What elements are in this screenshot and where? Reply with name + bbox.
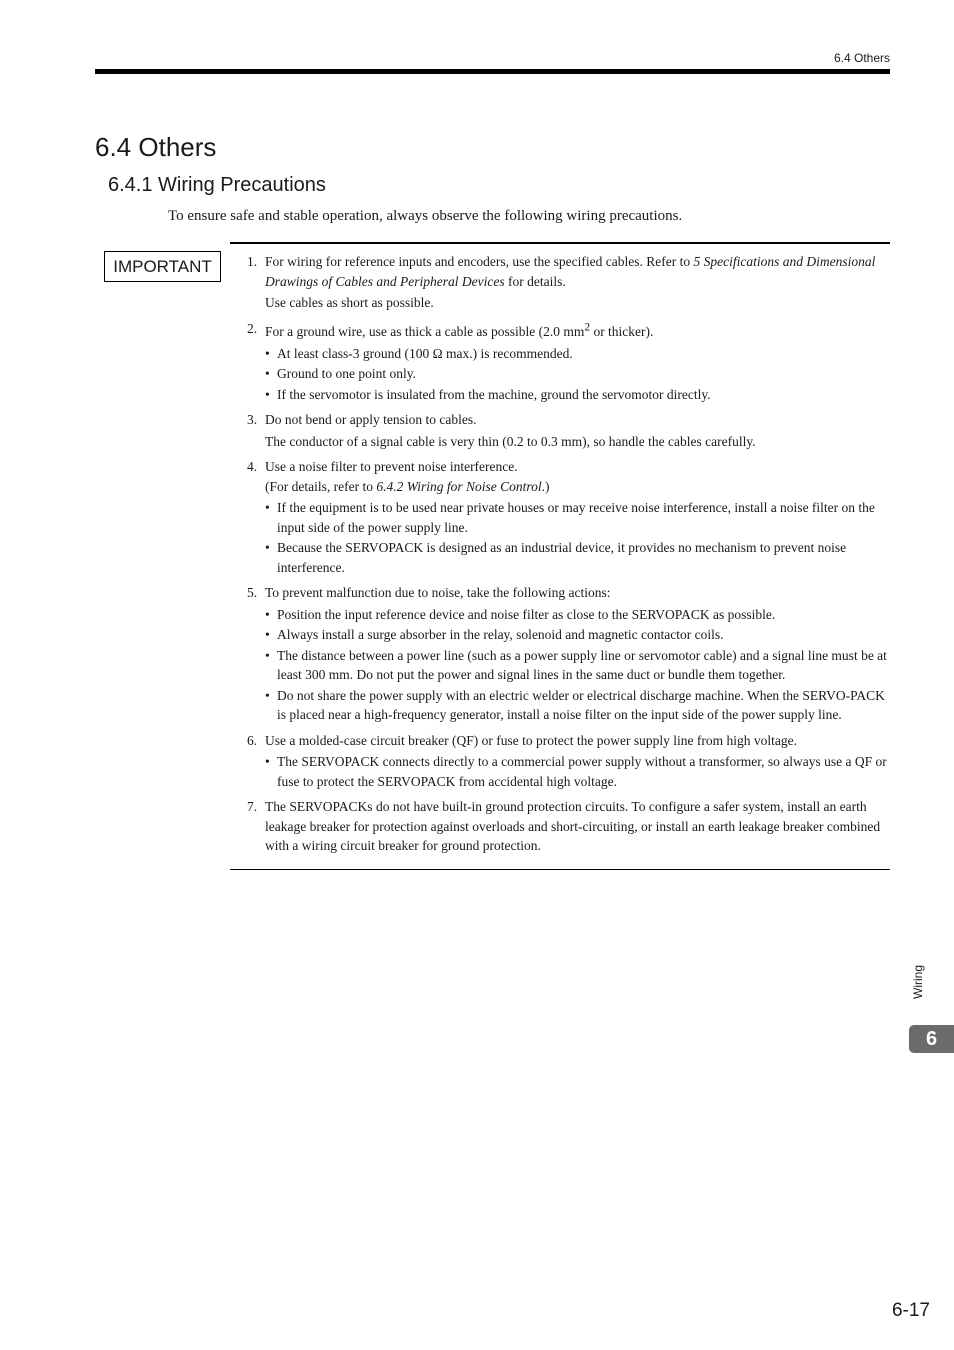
- item-text-part: .): [541, 478, 550, 494]
- precaution-item-7: [247, 797, 890, 856]
- running-head: 6.4 Others: [833, 51, 890, 65]
- bullet-icon: •: [265, 606, 270, 622]
- precaution-item-6: [247, 731, 890, 792]
- bullet-icon: •: [265, 386, 270, 402]
- sub-item-text: Because the SERVOPACK is designed as an industrial device, it provides no mechanism to prevent noise interference.: [277, 540, 847, 575]
- superscript: 2: [584, 321, 591, 334]
- sub-item-text: If the servomotor is insulated from the machine, ground the servomotor directly.: [277, 386, 711, 402]
- precautions-list: [247, 252, 890, 862]
- bullet-icon: •: [265, 647, 270, 663]
- chapter-tab: 6: [909, 1025, 954, 1053]
- subsection-title: 6.4.1 Wiring Precautions: [108, 174, 326, 196]
- sub-list: [265, 752, 890, 791]
- side-chapter-label-text: Wiring: [911, 964, 925, 1000]
- box-bottom-rule: [230, 869, 890, 870]
- sub-item: [265, 498, 890, 537]
- precaution-item-3: [247, 410, 890, 451]
- item-note: The conductor of a signal cable is very thin (0.2 to 0.3 mm), so handle the cables carefully.: [265, 433, 756, 449]
- sub-item: [265, 646, 890, 685]
- item-text-part: For a ground wire, use as thick a cable as possible (2.0 mm: [265, 324, 585, 339]
- item-note: Use cables as short as possible.: [265, 295, 434, 310]
- sub-item: [265, 752, 890, 791]
- side-chapter-label: [903, 960, 933, 1004]
- bullet-icon: •: [265, 345, 270, 361]
- bullet-icon: •: [265, 687, 270, 703]
- bullet-icon: •: [265, 540, 270, 555]
- item-text-part: for details.: [504, 273, 566, 289]
- sub-item-text: At least class-3 ground (100 Ω max.) is recommended.: [277, 345, 573, 361]
- sub-item-text: Do not share the power supply with an electric welder or electrical discharge machine. When the SERVO-PACK is placed near a high-frequency generator, install a noise filter on the input side of the power supply line.: [277, 687, 885, 722]
- sub-item: [265, 625, 890, 645]
- bullet-icon: •: [265, 500, 270, 515]
- item-number: 6.: [247, 732, 258, 748]
- precaution-item-5: [247, 583, 890, 725]
- sub-list: [265, 605, 890, 725]
- cross-reference: 5 Specifications and Dimensional Drawings of Cables and Peripheral Devices: [265, 254, 876, 289]
- item-number: 5.: [247, 585, 258, 600]
- item-number: 1.: [247, 254, 258, 269]
- bullet-icon: •: [265, 366, 270, 381]
- sub-item-text: The distance between a power line (such as a power supply line or servomotor cable) and a signal line must be at least 300 mm. Do not put the power and signal lines in the same duct or bundle them together.: [277, 647, 887, 682]
- sub-item-text: If the equipment is to be used near private houses or may receive noise interference, install a noise filter on the input side of the power supply line.: [277, 500, 875, 535]
- item-text: [265, 321, 654, 339]
- section-title: 6.4 Others: [95, 132, 217, 162]
- sub-item-text: Position the input reference device and noise filter as close to the SERVOPACK as possible.: [277, 606, 776, 622]
- sub-list: [265, 344, 890, 405]
- item-text: [265, 254, 875, 289]
- page-number: 6-17: [891, 1300, 930, 1321]
- sub-list: [265, 498, 890, 577]
- bullet-icon: •: [265, 627, 270, 642]
- sub-item: [265, 605, 890, 625]
- important-label: IMPORTANT: [104, 251, 221, 282]
- item-text: Do not bend or apply tension to cables.: [265, 412, 477, 427]
- item-number: 7.: [247, 799, 258, 814]
- sub-item-text: Always install a surge absorber in the relay, solenoid and magnetic contactor coils.: [277, 627, 724, 642]
- item-reference: [265, 477, 890, 497]
- item-text: Use a molded-case circuit breaker (QF) or fuse to protect the power supply line from high voltage.: [265, 732, 797, 748]
- precaution-item-2: [247, 319, 890, 405]
- sub-item-text: The SERVOPACK connects directly to a commercial power supply without a transformer, so always use a QF or fuse to protect the SERVOPACK from accidental high voltage.: [277, 754, 887, 789]
- box-top-rule: [230, 242, 890, 244]
- sub-item: [265, 344, 890, 364]
- sub-item-text: Ground to one point only.: [277, 366, 416, 381]
- item-text: The SERVOPACKs do not have built-in ground protection circuits. To configure a safer system, install an earth leakage breaker for protection against overloads and short-circuiting, or install an earth leakage breaker combined with a wiring circuit breaker for ground protection.: [265, 799, 881, 853]
- header-rule: [95, 69, 890, 74]
- precaution-item-4: [247, 457, 890, 577]
- item-number: 4.: [247, 459, 258, 474]
- item-number: 2.: [247, 320, 258, 336]
- item-number: 3.: [247, 412, 258, 427]
- item-text-part: For wiring for reference inputs and encoders, use the specified cables. Refer to: [265, 254, 694, 269]
- item-text: To prevent malfunction due to noise, take the following actions:: [265, 585, 611, 600]
- sub-item: [265, 686, 890, 725]
- sub-item: [265, 385, 890, 405]
- intro-paragraph: To ensure safe and stable operation, always observe the following wiring precautions.: [168, 208, 683, 224]
- cross-reference: 6.4.2 Wiring for Noise Control: [376, 478, 542, 494]
- item-text: Use a noise filter to prevent noise interference.: [265, 459, 518, 474]
- item-text-part: (For details, refer to: [265, 478, 377, 494]
- sub-item: [265, 538, 890, 577]
- precaution-item-1: [247, 252, 890, 313]
- item-text-part: or thicker).: [590, 324, 654, 339]
- sub-item: [265, 364, 890, 384]
- bullet-icon: •: [265, 754, 270, 769]
